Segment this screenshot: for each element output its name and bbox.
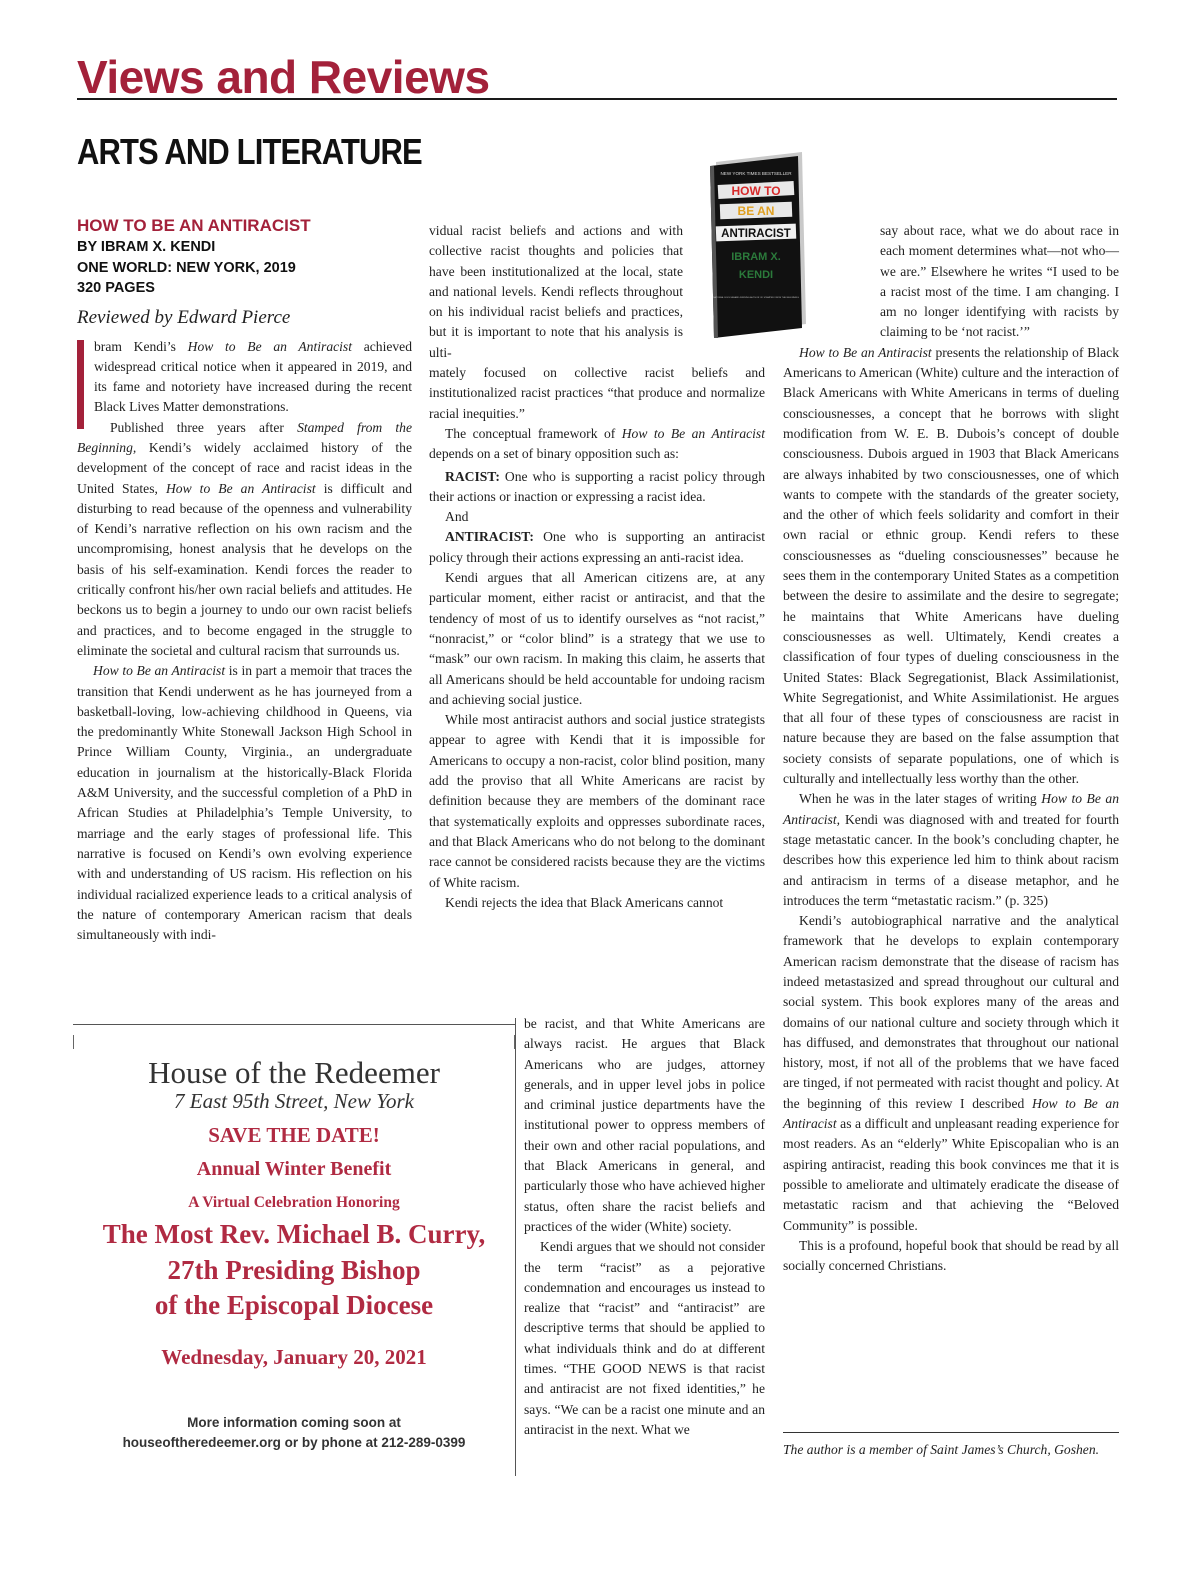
paragraph bbox=[783, 911, 1119, 1236]
ad-save-the-date: SAVE THE DATE! bbox=[208, 1123, 380, 1147]
paragraph: bram Kendi’s How to Be an Antiracist achieved widespread critical notice when it appeared in 2019, and its fame and notoriety have increased during the recent Black Lives Matter demonstrations. bbox=[94, 338, 413, 415]
text-run: One who is supporting a racist policy through their actions or inaction or expressing a racist idea. bbox=[429, 468, 765, 504]
text-run: The conceptual framework of bbox=[445, 425, 622, 441]
paragraph bbox=[77, 661, 412, 945]
paragraph: Kendi argues that all American citizens are, at any particular moment, either racist or antiracist, and that the tendency of most of us to identify ourselves as “not racist,” “nonracist,” or “color blind” is a strategy that we use to “mask” our own racism. In making this claim, he asserts that all Americans should be held accountable for undoing racism and achieving social justice. bbox=[429, 570, 765, 707]
paragraph bbox=[77, 418, 412, 662]
ad-event-date: Wednesday, January 20, 2021 bbox=[161, 1345, 427, 1369]
ad-address: 7 East 95th Street, New York bbox=[174, 1089, 414, 1113]
paragraph: vidual racist beliefs and actions and with collective racist thoughts and policies that have been institutionalized at the local, state and national levels. Kendi reflects throughout on his individual racist beliefs and practices, but it is important to note that his analysis is ulti- bbox=[429, 223, 683, 360]
paragraph: This is a profound, hopeful book that should be read by all socially concerned Christians. bbox=[783, 1237, 1119, 1274]
text-run: Published three years after bbox=[110, 419, 298, 435]
drop-cap-bar bbox=[77, 340, 84, 429]
ad-info-line: More information coming soon at bbox=[187, 1415, 401, 1430]
text-run: Stamped from the Beginning, bbox=[77, 419, 412, 455]
text-run: as a difficult and unpleasant reading experience for most readers. As an “elderly” White Episcopalian who is an aspiring antiracist, reading this book convinces me that it is possible to ameliorate and ultimately eradicate the disease of metastatic racism and that achieving the “Beloved Community” is possible. bbox=[783, 1116, 1119, 1233]
cover-title-line-2: BE AN bbox=[737, 204, 775, 218]
masthead bbox=[77, 51, 1117, 103]
ad-more-info bbox=[73, 1413, 515, 1453]
ad-honoree-line: The Most Rev. Michael B. Curry, bbox=[102, 1219, 486, 1249]
cover-author-line-1: IBRAM X. bbox=[731, 251, 781, 263]
text-run: How to Be an Antiracist bbox=[621, 425, 765, 441]
review-column-2-lower bbox=[524, 1014, 765, 1440]
paragraph bbox=[783, 789, 1119, 911]
paragraph: Kendi rejects the idea that Black Americans cannot bbox=[445, 894, 724, 910]
paragraph: say about race, what we do about race in each moment determines what—not who—we are.” Elsewhere he writes “I used to be a racist most of the time. I am changing. I am no longer identifying with racists by claiming to be ‘not racist.’” bbox=[880, 223, 1119, 340]
text-run: depends on a set of binary opposition such as: bbox=[429, 446, 679, 462]
review-column-3 bbox=[783, 221, 1119, 1276]
text-run: How to Be an Antiracist bbox=[93, 663, 226, 679]
paragraph: be racist, and that White Americans are always racist. He argues that Black Americans who are judges, attorney generals, and in upper level jobs in police and criminal justice departments have the institutional power to oppress members of their own and other racial populations, and that Black Americans in general, and particularly those who have achieved higher status, often share the racist beliefs and practices of the wider (White) society. bbox=[524, 1016, 765, 1234]
paragraph: And bbox=[445, 509, 469, 525]
text-run: How to Be an Antiracist bbox=[783, 1095, 1120, 1132]
text-run: How to Be an Antiracist bbox=[165, 480, 316, 496]
section-title: ARTS AND LITERATURE bbox=[77, 131, 422, 172]
text-run: One who is supporting an antiracist policy through their actions expressing an anti-racist idea. bbox=[429, 529, 765, 565]
definition-label: ANTIRACIST: bbox=[445, 529, 534, 545]
text-run: Kendi’s widely acclaimed history of the development of the concept of race and racist ideas in the United States, bbox=[77, 439, 412, 496]
column-rule bbox=[515, 1018, 516, 1476]
masthead-title: Views and Reviews bbox=[77, 51, 490, 103]
author-note: The author is a member of Saint James’s Church, Goshen. bbox=[783, 1442, 1100, 1457]
book-publisher: ONE WORLD: NEW YORK, 2019 bbox=[77, 259, 296, 276]
ad-border-mark bbox=[73, 1035, 74, 1049]
definition-racist bbox=[429, 467, 765, 508]
book-title-italic: How to Be an Antiracist bbox=[187, 338, 352, 354]
paragraph: While most antiracist authors and social justice strategists appear to agree with Kendi that it is impossible for Americans to occupy a non-racist, color blind position, many add the proviso that all White Americans are racist by definition because they are members of the dominant race that systematically exploits and oppresses subordinate races, and that Black Americans who do not belong to the dominant race cannot be considered racists because they are the victims of White racism. bbox=[429, 712, 765, 890]
text-run: Kendi’s autobiographical narrative and the analytical framework that he develops to explain contemporary American racism demonstrate that the disease of racism has indeed metastasized and spread throughout our cultural and social system. This book explores many of the areas and domains of our national culture and society through which it has diffused, and demonstrates that throughout our national history, most, if not all of the problems that we have faced are tinged, if not permeated with racist thought and policy. At the beginning of this review I described bbox=[783, 913, 1119, 1111]
ad-honoree-line: of the Episcopal Diocese bbox=[154, 1290, 434, 1320]
text-run: Kendi was diagnosed with and treated for fourth stage metastatic cancer. In the book’s concluding chapter, he describes how this experience led him to think about racism and antiracism in terms of a disease metaphor, and he introduces the term “metastatic racism.” (p. 325) bbox=[783, 811, 1119, 908]
ad-honoree bbox=[73, 1217, 515, 1324]
text-run: When he was in the later stages of writing bbox=[799, 791, 1042, 807]
cover-top-line: NEW YORK TIMES BESTSELLER bbox=[720, 171, 792, 176]
ad-honoree-line: 27th Presiding Bishop bbox=[167, 1254, 421, 1285]
book-title: HOW TO BE AN ANTIRACIST bbox=[77, 216, 311, 235]
paragraph bbox=[783, 343, 1119, 790]
definition-label: RACIST: bbox=[445, 468, 500, 484]
advertisement bbox=[73, 1024, 515, 1479]
text-run: presents the relationship of Black Americans to American (White) culture and the interaction of Black Americans with White Americans in terms of dueling consciousnesses, a concept that he borrows with slight modification from W. E. B. Dubois’s concept of double consciousness. Dubois argued in 1903 that Black Americans are always inhabited by two consciousnesses, one of which wants to compete with the standards of the greater society, and the other of which feels solidarity and comfort in their own racial or ethnic group. Kendi refers to these consciousnesses as “dueling consciousnesses” because he sees them in the contemporary United States as a competition between the desire to assimilate and the desire to segregate; he maintains that White Americans have dueling consciousnesses as well. Ultimately, Kendi creates a classification of four types of dueling consciousness in the United States: Black Segregationist, Black Assimilationist, White Segregationist, and White Assimilationist. He argues that all four of these types of consciousness are racist in nature because they are based on the false assumption that society consists of separate populations, one of which is culturally and intellectually less worthy than the other. bbox=[783, 344, 1119, 787]
cover-title-line-3: ANTIRACIST bbox=[721, 228, 791, 240]
ad-honoring: A Virtual Celebration Honoring bbox=[188, 1194, 400, 1211]
paragraph: mately focused on collective racist beliefs and institutionalized racist practices “that produce and normalize racial inequities.” bbox=[429, 365, 765, 421]
paragraph: Kendi argues that we should not consider the term “racist” as a pejorative condemnation and encourages us instead to realize that “racist” and “antiracist” are descriptive terms that should be applied to what individuals think and do at different times. “THE GOOD NEWS is that racist and antiracist are not fixed identities,” he says. “We can be a racist one minute and an antiracist in the next. What we bbox=[524, 1239, 765, 1437]
review-column-2 bbox=[429, 221, 765, 913]
cover-bottom-line: NATIONAL BOOK AWARD-WINNING AUTHOR OF STAMPED FROM THE BEGINNING bbox=[713, 297, 799, 299]
book-pages: 320 PAGES bbox=[77, 280, 155, 296]
author-note-rule bbox=[783, 1432, 1119, 1433]
review-column-1 bbox=[77, 215, 412, 945]
reviewer-byline: Reviewed by Edward Pierce bbox=[77, 306, 291, 328]
cover-author-line-2: KENDI bbox=[738, 269, 774, 281]
text-run: How to Be an Antiracist, bbox=[783, 791, 1119, 827]
book-author: BY IBRAM X. KENDI bbox=[77, 239, 216, 255]
cover-title-line-1: HOW TO bbox=[731, 184, 781, 198]
text-run: is in part a memoir that traces the transition that Kendi underwent as he has journeyed from a basketball-loving, low-achieving childhood in Queens, via the predominantly White Stonewall Jackson High School in Prince William County, Virginia., an undergraduate education in journalism at the historically-Black Florida A&M University, and the successful completion of a PhD in African Studies at Philadelphia’s Temple University, to marriage and the early stages of professional life. This narrative is focused on Kendi’s own evolving experience with and understanding of US racism. His reflection on his individual racialized experience leads to a critical analysis of the nature of contemporary American racism that deals simultaneously with indi- bbox=[77, 663, 413, 943]
ad-contact-link[interactable]: houseoftheredeemer.org or by phone at 212-289-0399 bbox=[122, 1435, 466, 1450]
paragraph bbox=[429, 424, 765, 465]
definition-antiracist bbox=[429, 527, 765, 568]
text-run: How to Be an Antiracist bbox=[799, 344, 932, 360]
ad-border-mark bbox=[514, 1035, 515, 1049]
ad-organization-name: House of the Redeemer bbox=[148, 1055, 440, 1090]
text-run: is difficult and disturbing to read because of the openness and vulnerability of Kendi’s narrative reflection on his own racism and the uncompromising, honest analysis that he develops on the basis of his self-examination. Kendi forces the reader to critically confront his/her own racial beliefs and attitudes. He beckons us to begin a journey to undo our own racist beliefs and practices, and to become engaged in the struggle to eliminate the societal and cultural racism that surrounds us. bbox=[77, 480, 412, 658]
opening-paragraph bbox=[77, 337, 412, 418]
ad-benefit-name: Annual Winter Benefit bbox=[196, 1158, 392, 1180]
